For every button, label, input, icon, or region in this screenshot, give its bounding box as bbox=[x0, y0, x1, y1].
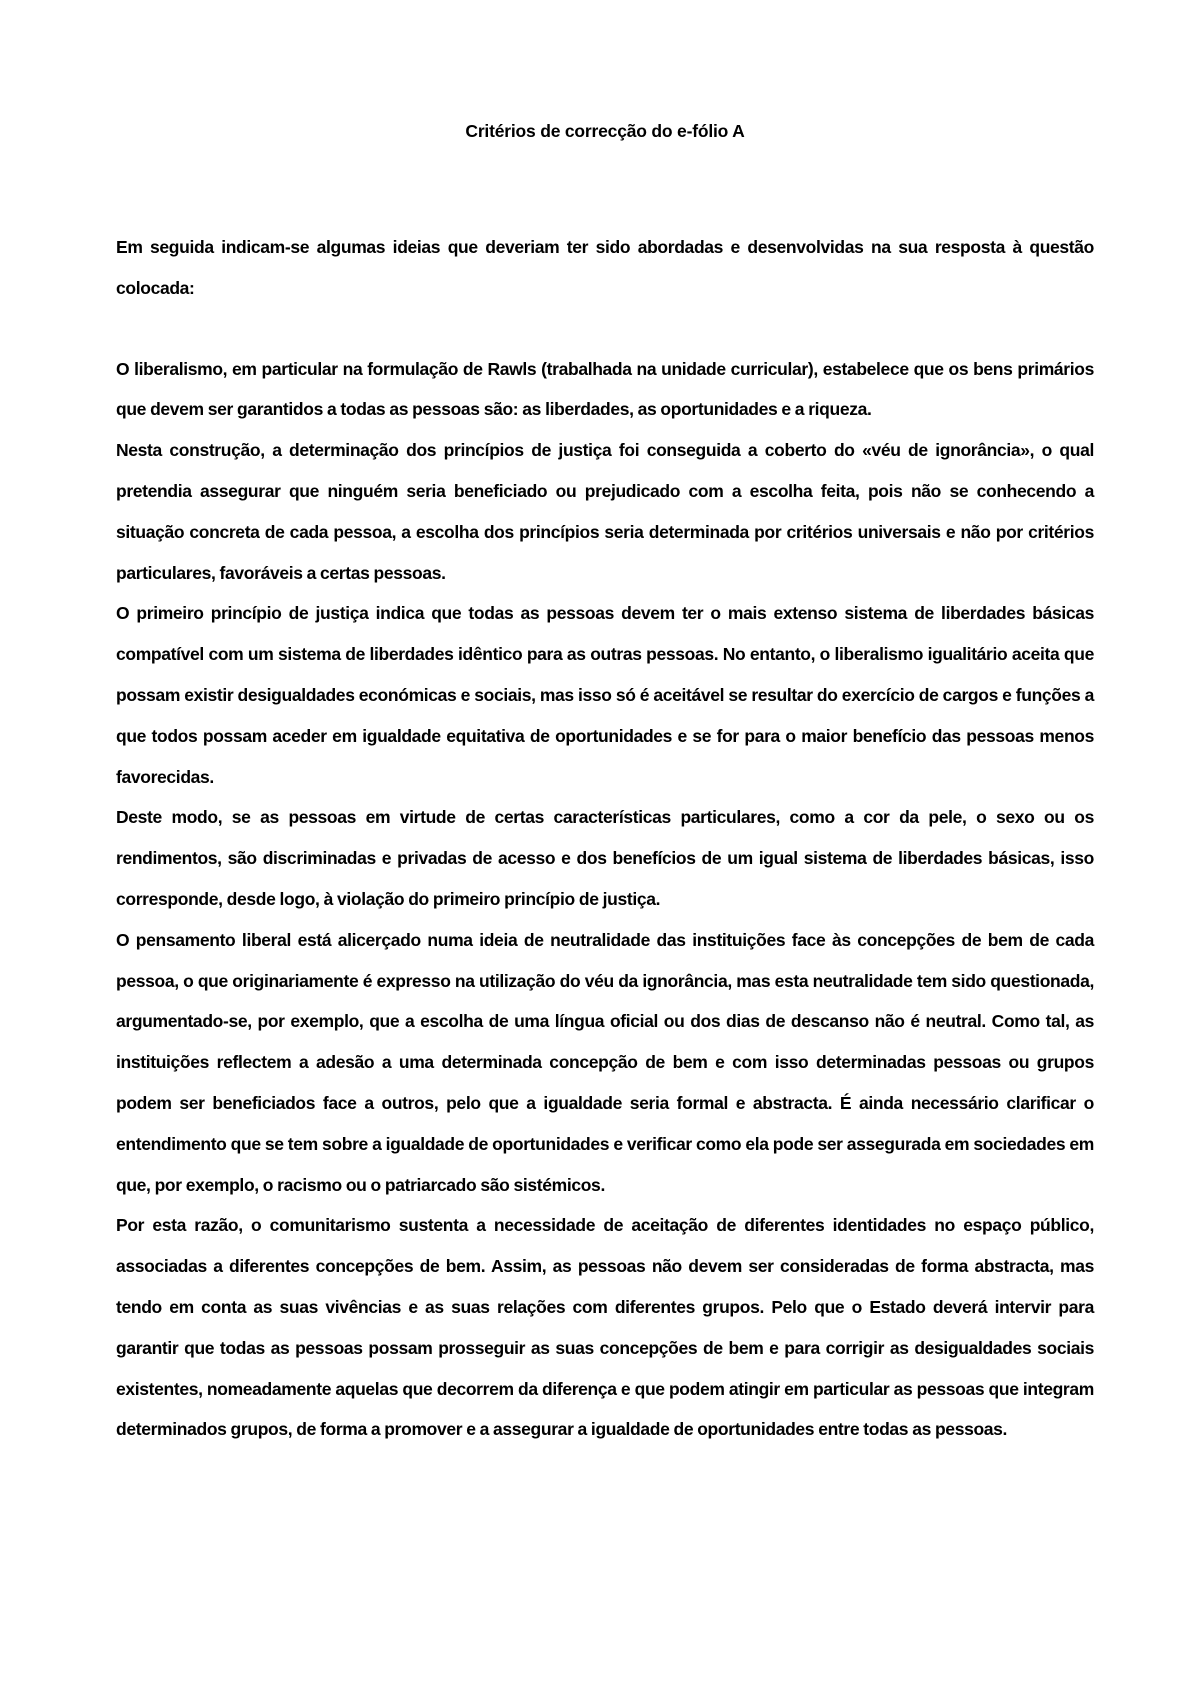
paragraph-discrimination: Deste modo, se as pessoas em virtude de certas características particulares, como a cor da pele, o sexo ou os rendimentos, são discriminadas e privadas de acesso e dos benefícios de um igual sistema de liberdades básicas, isso corresponde, desde logo, à violação do primeiro princípio de justiça. bbox=[116, 807, 1094, 909]
paragraph-veil-of-ignorance: Nesta construção, a determinação dos princípios de justiça foi conseguida a coberto do «véu de ignorância», o qual pretendia assegurar que ninguém seria beneficiado ou prejudicado com a escolha feita, pois não se conhecendo a situação concreta de cada pessoa, a escolha dos princípios seria determinada por critérios universais e não por critérios particulares, favoráveis a certas pessoas. bbox=[116, 440, 1094, 583]
paragraph-neutrality: O pensamento liberal está alicerçado numa ideia de neutralidade das instituições face às concepções de bem de cada pessoa, o que originariamente é expresso na utilização do véu da ignorância, mas esta neutralidade tem sido questionada, argumentado-se, por exemplo, que a escolha de uma língua oficial ou dos dias de descanso não é neutral. Como tal, as instituições reflectem a adesão a uma determinada concepção de bem e com isso determinadas pessoas ou grupos podem ser beneficiados face a outros, pelo que a igualdade seria formal e abstracta. É ainda necessário clarificar o entendimento que se tem sobre a igualdade de oportunidades e verificar como ela pode ser assegurada em sociedades em que, por exemplo, o racismo ou o patriarcado são sistémicos. bbox=[116, 929, 1094, 1195]
paragraph-communitarianism: Por esta razão, o comunitarismo sustenta a necessidade de aceitação de diferentes identidades no espaço público, associadas a diferentes concepções de bem. Assim, as pessoas não devem ser consideradas de forma abstracta, mas tendo em conta as suas vivências e as suas relações com diferentes grupos. Pelo que o Estado deverá intervir para garantir que todas as pessoas possam prosseguir as suas concepções de bem e para corrigir as desigualdades sociais existentes, nomeadamente aquelas que decorrem da diferença e que podem atingir em particular as pessoas que integram determinados grupos, de forma a promover e a assegurar a igualdade de oportunidades entre todas as pessoas. bbox=[116, 1215, 1094, 1440]
intro-paragraph: Em seguida indicam-se algumas ideias que deveriam ter sido abordadas e desenvolvidas na sua resposta à questão colocada: bbox=[116, 237, 1094, 298]
paragraph-liberalism: O liberalismo, em particular na formulação de Rawls (trabalhada na unidade curricular), estabelece que os bens primários que devem ser garantidos a todas as pessoas são: as liberdades, as oportunidades e a riqueza. bbox=[116, 358, 1094, 420]
document-title: Critérios de correcção do e-fólio A bbox=[465, 121, 745, 141]
paragraph-first-principle: O primeiro princípio de justiça indica que todas as pessoas devem ter o mais extenso sistema de liberdades básicas compatível com um sistema de liberdades idêntico para as outras pessoas. No entanto, o liberalismo igualitário aceita que possam existir desigualdades económicas e sociais, mas isso só é aceitável se resultar do exercício de cargos e funções a que todos possam aceder em igualdade equitativa de oportunidades e se for para o maior benefício das pessoas menos favorecidas. bbox=[116, 603, 1094, 787]
